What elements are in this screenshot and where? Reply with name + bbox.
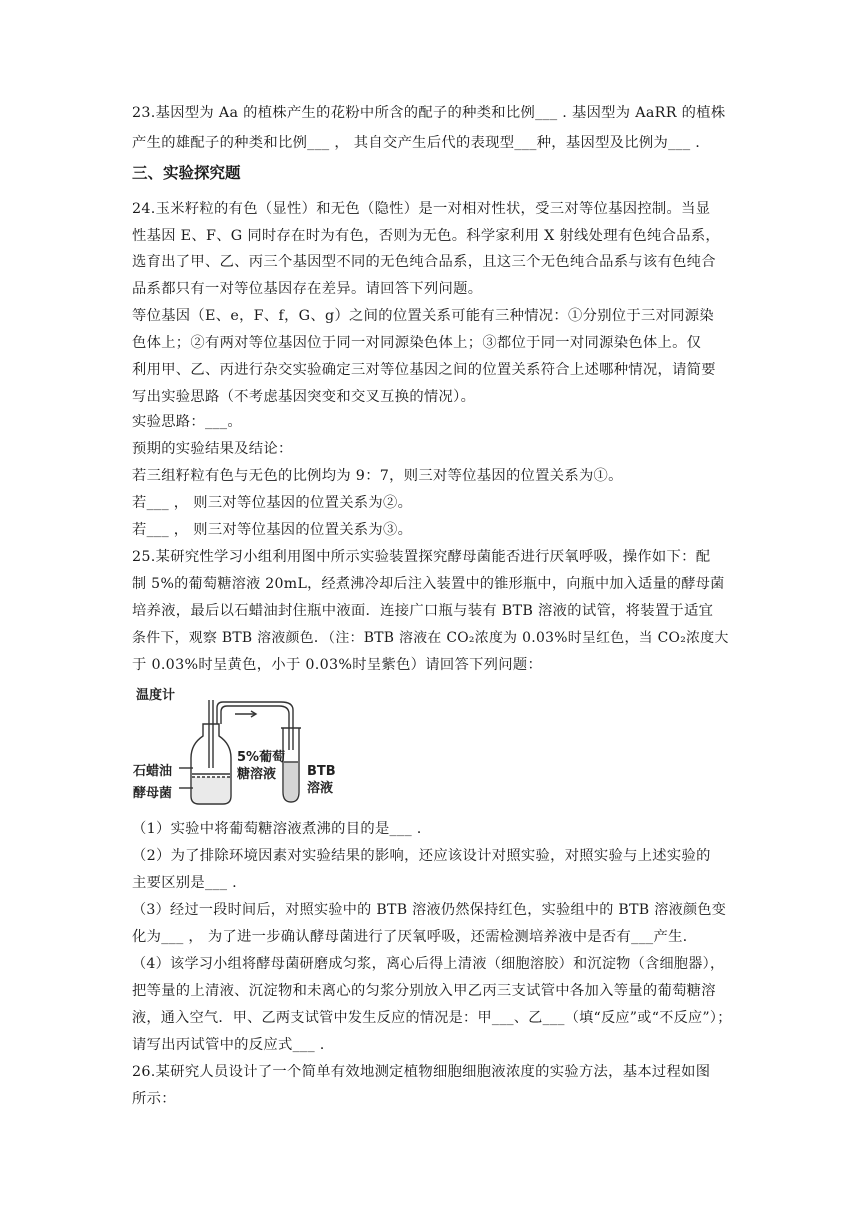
q24-line: 预期的实验结果及结论：	[132, 441, 293, 457]
btb-label-1: BTB	[307, 764, 336, 779]
q25-intro-line: 条件下，观察 BTB 溶液颜色．（注：BTB 溶液在 CO₂浓度为 0.03%时呈红色，当 CO₂浓度大	[132, 630, 729, 646]
q26-line: 26.某研究人员设计了一个简单有效地测定植物细胞细胞液浓度的实验方法，基本过程如图	[132, 1064, 711, 1080]
q25-question-line: 主要区别是___ .	[132, 875, 238, 891]
q24-line: 等位基因（E、e，F、f，G、g）之间的位置关系可能有三种情况：①分别位于三对同源染	[132, 308, 714, 324]
apparatus-figure	[131, 688, 343, 810]
q24-line: 性基因 E、F、G 同时存在时为有色，否则为无色。科学家利用 X 射线处理有色纯合品系，	[132, 228, 721, 244]
q25-intro-line: 于 0.03%时呈黄色，小于 0.03%时呈紫色）请回答下列问题：	[132, 657, 543, 673]
q26-line: 所示：	[132, 1091, 176, 1107]
q25-intro-line: 培养液，最后以石蜡油封住瓶中液面．连接广口瓶与装有 BTB 溶液的试管，将装置于适宜	[132, 603, 714, 619]
q24-line: 若三组籽粒有色与无色的比例均为 9：7，则三对等位基因的位置关系为①。	[132, 468, 623, 484]
paraffin-label: 石蜡油	[133, 764, 173, 779]
q24-line: 若___ ， 则三对等位基因的位置关系为②。	[132, 495, 413, 511]
q25-question-line: 化为___ ， 为了进一步确认酵母菌进行了厌氧呼吸，还需检测培养液中是否有___产生.	[132, 929, 688, 945]
q24-line: 选育出了甲、乙、丙三个基因型不同的无色纯合品系，且这三个无色纯合品系与该有色纯合	[132, 254, 716, 270]
q23-line-2: 产生的雄配子的种类和比例___ ， 其自交产生后代的表现型___种，基因型及比例为___ .	[132, 135, 701, 151]
glucose-label-2: 糖溶液	[237, 767, 277, 782]
glucose-label-1: 5%葡萄	[237, 750, 286, 765]
q25-question-line: 请写出丙试管中的反应式___ .	[132, 1037, 325, 1053]
q24-line: 品系都只有一对等位基因存在差异。请回答下列问题。	[132, 281, 483, 297]
q24-line: 实验思路：___。	[132, 414, 242, 430]
q25-intro-line: 25.某研究性学习小组利用图中所示实验装置探究酵母菌能否进行厌氧呼吸，操作如下：配	[132, 549, 711, 565]
q25-question-line: （2）为了排除环境因素对实验结果的影响，还应该设计对照实验，对照实验与上述实验的	[132, 848, 711, 864]
q24-line: 24.玉米籽粒的有色（显性）和无色（隐性）是一对相对性状，受三对等位基因控制。当显	[132, 201, 711, 217]
section-heading: 三、实验探究题	[132, 164, 241, 182]
thermometer-label: 温度计	[136, 688, 176, 703]
q25-intro-line: 制 5%的葡萄糖溶液 20mL，经煮沸冷却后注入装置中的锥形瓶中，向瓶中加入适量的酵母菌	[132, 576, 725, 592]
q25-question-line: （3）经过一段时间后，对照实验中的 BTB 溶液仍然保持红色，实验组中的 BTB 溶液颜色变	[132, 902, 727, 918]
yeast-label: 酵母菌	[133, 786, 173, 801]
q25-question-line: （4）该学习小组将酵母菌研磨成匀浆，离心后得上清液（细胞溶胶）和沉淀物（含细胞器），	[132, 956, 725, 972]
q25-question-line: 液，通入空气．甲、乙两支试管中发生反应的情况是：甲___、乙___（填“反应”或“不反应”）；	[132, 1010, 732, 1026]
q25-question-line: （1）实验中将葡萄糖溶液煮沸的目的是___ .	[132, 821, 422, 837]
q25-question-line: 把等量的上清液、沉淀物和未离心的匀浆分别放入甲乙丙三支试管中各加入等量的葡萄糖溶	[132, 983, 716, 999]
q24-line: 若___ ， 则三对等位基因的位置关系为③。	[132, 522, 413, 538]
q24-line: 色体上；②有两对等位基因位于同一对同源染色体上；③都位于同一对同源染色体上。仅	[132, 335, 702, 351]
q24-line: 利用甲、乙、丙进行杂交实验确定三对等位基因之间的位置关系符合上述哪种情况，请简要	[132, 362, 716, 378]
q23-line-1: 23.基因型为 Aa 的植株产生的花粉中所含的配子的种类和比例___ . 基因型为 AaRR 的植株	[132, 105, 726, 121]
btb-label-2: 溶液	[307, 781, 334, 796]
q24-line: 写出实验思路（不考虑基因突变和交叉互换的情况）。	[132, 389, 476, 405]
